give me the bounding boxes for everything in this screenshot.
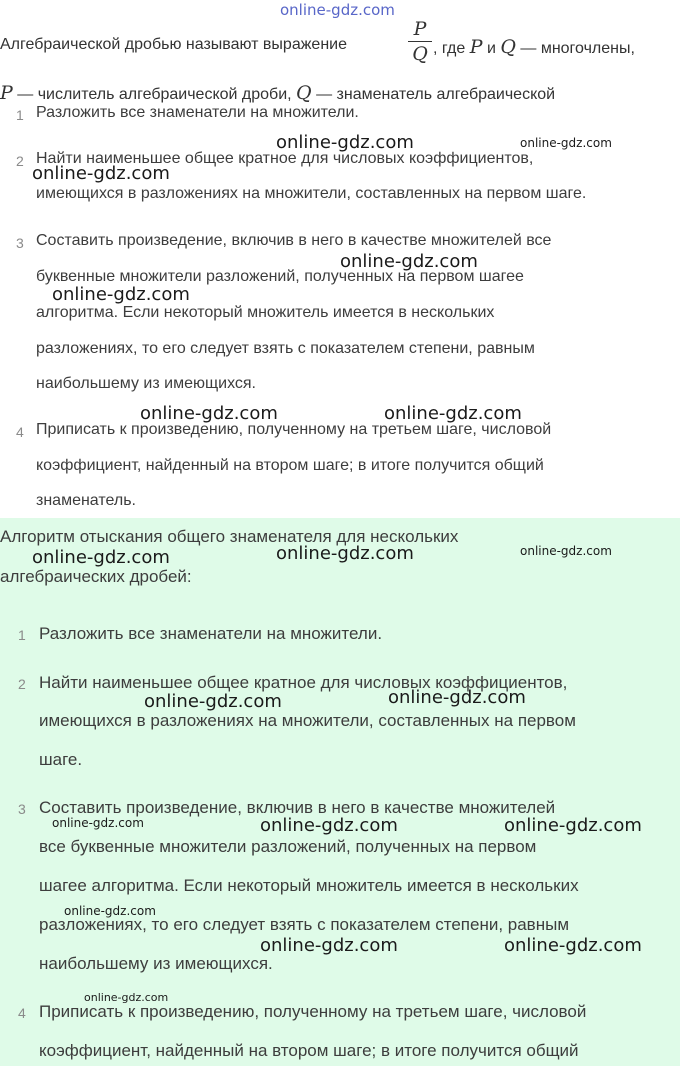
intro-text: — многочлены, — [520, 40, 635, 57]
watermark: online-gdz.com — [32, 163, 170, 184]
algorithm-callout — [0, 518, 680, 1066]
intro-text: — знаменатель алгебраической — [316, 86, 556, 103]
fraction-p-over-q — [408, 18, 432, 65]
list-item-text: Разложить все знаменатели на множители. — [36, 104, 359, 121]
list-item-text: Приписать к произведению, полученному на третьем шаге, числовой — [39, 1002, 587, 1021]
watermark: online-gdz.com — [260, 935, 398, 956]
callout-title: Алгоритм отыскания общего знаменателя для нескольких — [0, 527, 459, 546]
list-item-text: наибольшему из имеющихся. — [36, 375, 256, 392]
fraction-bar — [408, 41, 432, 42]
list-item-number: 4 — [18, 1005, 26, 1021]
watermark: online-gdz.com — [84, 991, 169, 1004]
list-item-number: 2 — [18, 676, 26, 692]
var-p: P — [0, 82, 13, 104]
list-item-text: Разложить все знаменатели на множители. — [39, 624, 383, 643]
fraction-numerator: P — [413, 18, 427, 40]
intro-line-1-rest — [433, 36, 635, 58]
watermark: online-gdz.com — [32, 547, 170, 568]
list-item-number: 3 — [16, 235, 24, 251]
var-p: P — [469, 36, 483, 58]
list-item-text: Составить произведение, включив в него в качестве множителей — [39, 798, 556, 817]
intro-text: — числитель алгебраической дроби, — [17, 86, 292, 103]
watermark: online-gdz.com — [504, 935, 642, 956]
watermark: online-gdz.com — [140, 403, 278, 424]
watermark: online-gdz.com — [144, 691, 282, 712]
list-item-number: 1 — [18, 627, 26, 643]
list-item-text: коэффициент, найденный на втором шаге; в итоге получится общий — [36, 457, 544, 474]
callout-title: алгебраических дробей: — [0, 567, 192, 586]
var-q: Q — [500, 36, 516, 58]
intro-line-1 — [0, 36, 347, 54]
watermark: online-gdz.com — [388, 687, 526, 708]
watermark: online-gdz.com — [276, 132, 414, 153]
list-item-text: шаге. — [39, 750, 83, 769]
fraction-denominator: Q — [412, 43, 428, 65]
watermark: online-gdz.com — [260, 815, 398, 836]
list-item-number: 2 — [16, 153, 24, 169]
intro-text: Алгебраической дробью называют выражение — [0, 36, 347, 53]
list-item-text: алгоритма. Если некоторый множитель имеется в нескольких — [36, 304, 495, 321]
list-item-text: разложениях, то его следует взять с показателем степени, равным — [36, 340, 535, 357]
var-q: Q — [296, 82, 312, 104]
list-item-number: 4 — [16, 424, 24, 440]
list-item-text: Приписать к произведению, полученному на третьем шаге, числовой — [36, 421, 552, 438]
list-item-text: знаменатель. — [36, 492, 136, 509]
list-item-text: все буквенные множители разложений, полученных на первом — [39, 837, 537, 856]
intro-definition — [0, 18, 680, 104]
watermark: online-gdz.com — [52, 284, 190, 305]
intro-text: и — [486, 40, 496, 57]
watermark: online-gdz.com — [340, 251, 478, 272]
list-item-text: разложениях, то его следует взять с показателем степени, равным — [39, 915, 570, 934]
watermark: online-gdz.com — [52, 816, 144, 830]
list-item-text: имеющихся в разложениях на множители, составленных на первом — [39, 711, 576, 730]
algorithm-list-1 — [0, 96, 680, 518]
list-item-text: коэффициент, найденный на втором шаге; в итоге получится общий — [39, 1041, 579, 1060]
list-item-text: буквенные множители разложений, полученных на первом шагее — [36, 268, 524, 285]
list-item-number: 3 — [18, 801, 26, 817]
watermark: online-gdz.com — [520, 136, 612, 150]
watermark-logo: online-gdz.com — [280, 1, 395, 19]
watermark: online-gdz.com — [504, 815, 642, 836]
list-item-text: шагее алгоритма. Если некоторый множитель имеется в нескольких — [39, 876, 579, 895]
list-item-text: имеющихся в разложениях на множители, составленных на первом шаге. — [36, 185, 587, 202]
watermark: online-gdz.com — [384, 403, 522, 424]
list-item-text: наибольшему из имеющихся. — [39, 954, 273, 973]
watermark: online-gdz.com — [64, 904, 156, 918]
list-item-text: Найти наименьшее общее кратное для числовых коэффициентов, — [36, 150, 534, 167]
list-item-text: Найти наименьшее общее кратное для числовых коэффициентов, — [39, 673, 568, 692]
watermark: online-gdz.com — [276, 543, 414, 564]
list-item-text: Составить произведение, включив в него в качестве множителей все — [36, 232, 552, 249]
intro-text: , где — [433, 40, 466, 57]
watermark: online-gdz.com — [520, 544, 612, 558]
list-item-number: 1 — [16, 107, 24, 123]
